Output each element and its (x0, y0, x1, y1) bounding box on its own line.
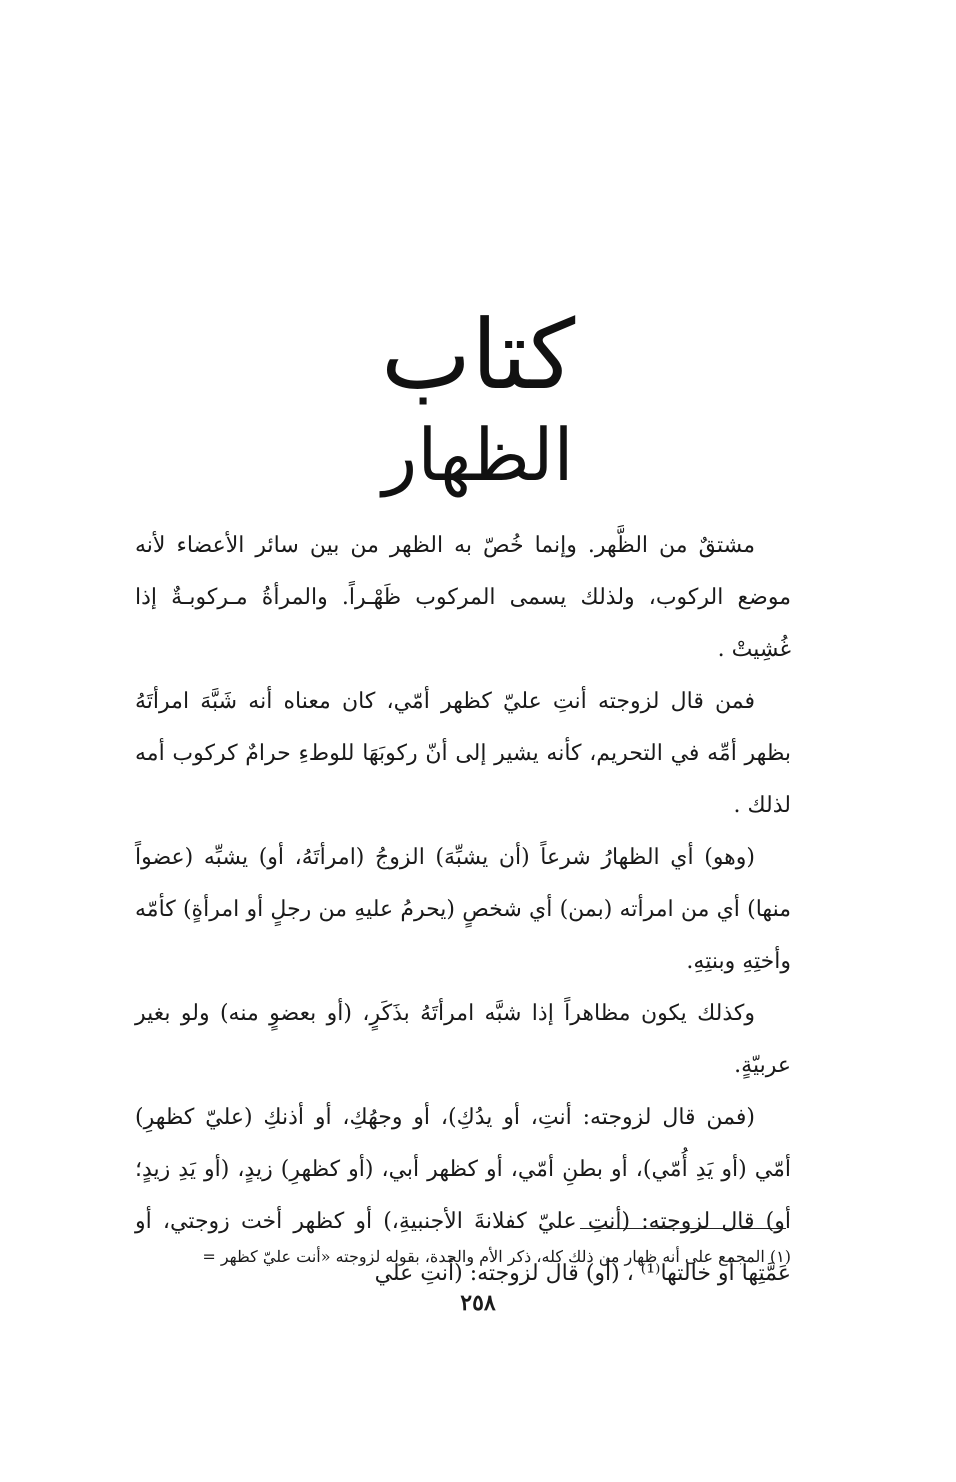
page-number: ٢٥٨ (460, 1290, 496, 1316)
chapter-heading: الظهار (382, 413, 574, 497)
main-text (135, 520, 791, 1300)
paragraph: وكذلك يكون مظاهراً إذا شبَّه امرأتَهُ بذَكَرٍ، (أو بعضوٍ منه) ولو بغير عربيّةٍ. (135, 1001, 791, 1078)
footnote-divider (580, 1228, 786, 1229)
book-heading: كتاب (380, 299, 576, 411)
paragraph: مشتقٌ من الظَّهر. وإنما خُصّ به الظهر من بين سائر الأعضاء لأنه موضع الركوب، ولذلك يسمى المركوب ظَهْـراً. والمرأةُ مـركوبـةٌ إذا غُشِيتْ . (135, 533, 791, 662)
paragraph: (وهو) أي الظهارُ شرعاً (أن يشبِّهَ) الزوجُ (امرأتَهُ، أو) يشبِّه (عضواً منها) أي من امرأته (بمن) أي شخصٍ (يحرمُ عليهِ من رجلٍ أو امرأةٍ) كأمّه وأختِهِ وبنتِهِ. (135, 845, 791, 974)
paragraph: فمن قال لزوجته أنتِ عليّ كظهر أمّي، كان معناه أنه شَبَّهَ امرأتَهُ بظهر أمِّه في التحريم، كأنه يشير إلى أنّ ركوبَهَا للوطءِ حرامٌ كركوب أمه لذلك . (135, 689, 791, 818)
paragraph: (فمن قال لزوجته: أنتِ، أو يدُكِ)، أو وجهُكِ، أو أذنكِ (عليّ كظهرِ) أمّي (أو يَدِ أُمّي)، أو بطنِ أمّي، أو كظهر أبي، (أو كظهرِ) زيدٍ، (أو يَدِ زيدٍ؛ أو) قال لزوجته: (أنتِ عليّ كفلانةَ الأجنبيةِ،) أو كظهر أخت زوجتي، أو عَمَّتِها أو خالتها⁽¹⁾ ، (أو) قال لزوجته: (أنتِ علي (135, 1105, 791, 1286)
footnote: (١) المجمع على أنه ظهار من ذلك كله، ذكر الأم والجدة، بقوله لزوجته «أنت عليّ كظهر = (202, 1247, 791, 1266)
